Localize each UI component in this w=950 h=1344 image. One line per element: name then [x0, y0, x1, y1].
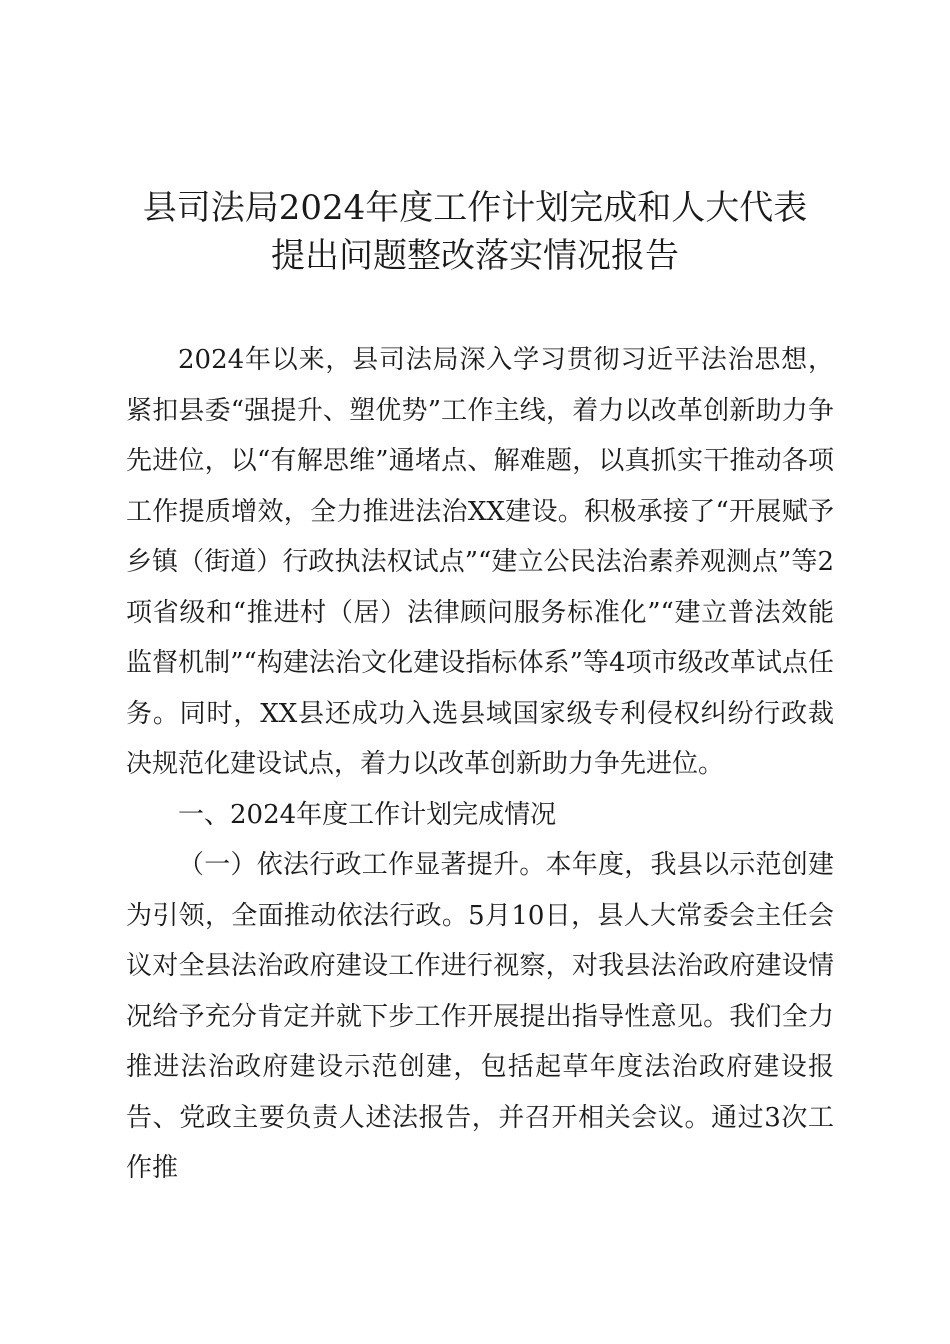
intro-paragraph: 2024年以来，县司法局深入学习贯彻习近平法治思想，紧扣县委“强提升、塑优势”工作主线，着力以改革创新助力争先进位，以“有解思维”通堵点、解难题，以真抓实干推动各项工作提质增效，全力推进法治XX建设。积极承接了“开展赋予乡镇（街道）行政执法权试点”“建立公民法治素养观测点”等2项省级和“推进村（居）法律顾问服务标准化”“建立普法效能监督机制”“构建法治文化建设指标体系”等4项市级改革试点任务。同时，XX县还成功入选县域国家级专利侵权纠纷行政裁决规范化建设试点，着力以改革创新助力争先进位。 — [126, 345, 834, 779]
document-title-line-2: 提出问题整改落实情况报告 — [271, 236, 679, 276]
document-body — [126, 335, 834, 1194]
document-title-line-1: 县司法局2024年度工作计划完成和人大代表 — [142, 188, 808, 228]
section-heading: 一、2024年度工作计划完成情况 — [178, 799, 557, 830]
section-paragraph: （一）依法行政工作显著提升。本年度，我县以示范创建为引领，全面推动依法行政。5月10日，县人大常委会主任会议对全县法治政府建设工作进行视察，对我县法治政府建设情况给予充分肯定并就下步工作开展提出指导性意见。我们全力推进法治政府建设示范创建，包括起草年度法治政府建设报告、党政主要负责人述法报告，并召开相关会议。通过3次工作推 — [126, 850, 834, 1183]
